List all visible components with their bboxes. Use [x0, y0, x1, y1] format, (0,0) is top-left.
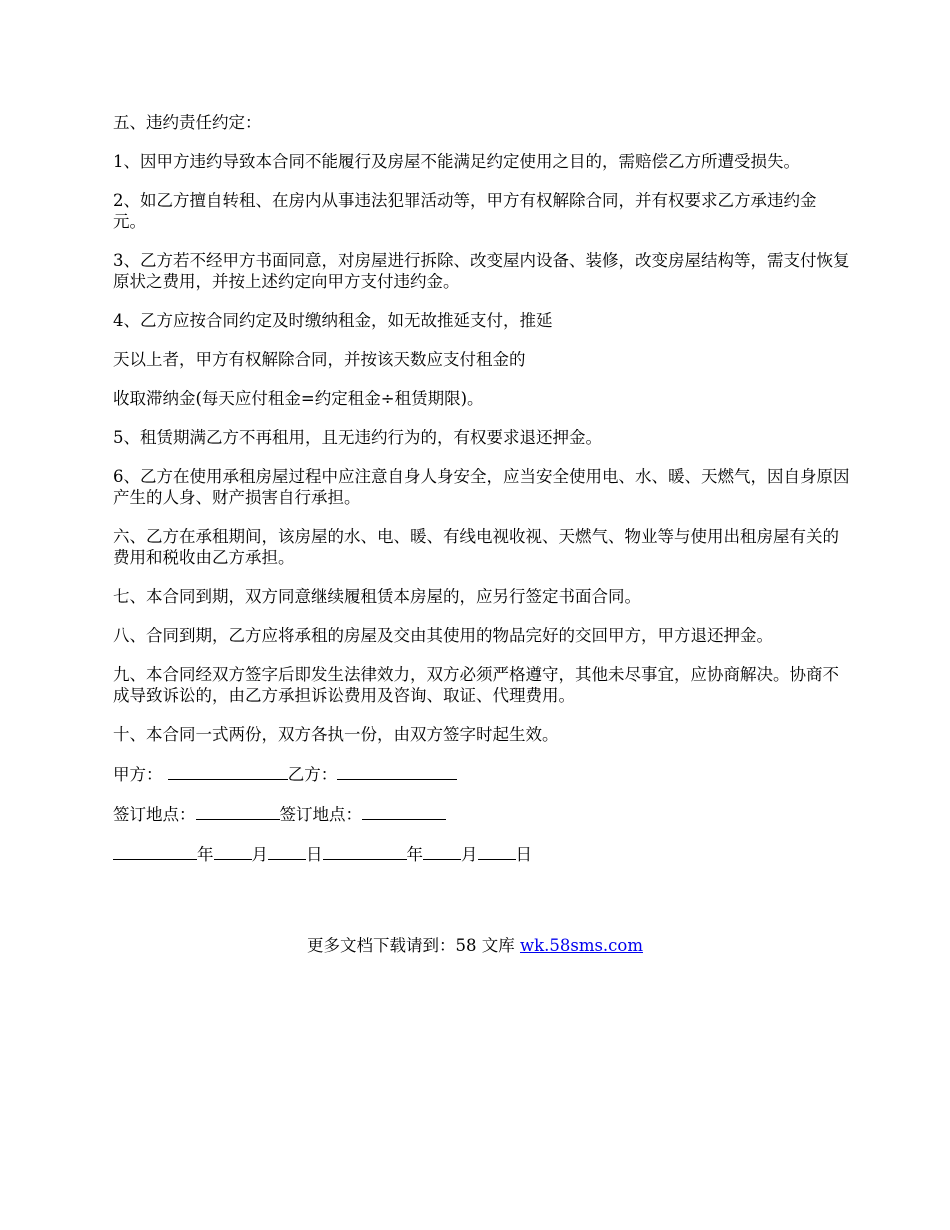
party-a-blank: [168, 764, 288, 780]
party-b-blank: [337, 764, 457, 780]
contract-page: [113, 112, 853, 884]
month-b-label: 月: [461, 845, 478, 864]
day-a-blank: [268, 844, 306, 860]
footer-text: 更多文档下载请到：58 文库: [306, 936, 520, 955]
signature-place-row: [113, 804, 853, 825]
section-seven: 七、本合同到期，双方同意继续履租赁本房屋的，应另行签定书面合同。: [113, 587, 641, 606]
clause-4-line-3: 收取滞纳金(每天应付租金=约定租金÷租赁期限)。: [113, 389, 484, 408]
month-b-blank: [423, 844, 461, 860]
section-ten: 十、本合同一式两份，双方各执一份，由双方签字时起生效。: [113, 725, 559, 744]
place-label-a: 签订地点：: [113, 805, 196, 824]
month-a-label: 月: [251, 845, 268, 864]
year-a-blank: [113, 844, 197, 860]
party-b-label: 乙方：: [287, 765, 338, 784]
day-a-label: 日: [306, 845, 323, 864]
signature-parties-row: [113, 764, 853, 785]
place-label-b: 签订地点：: [279, 805, 362, 824]
month-a-blank: [214, 844, 252, 860]
clause-5: 5、租赁期满乙方不再租用，且无违约行为的，有权要求退还押金。: [113, 428, 602, 447]
party-a-label: 甲方：: [113, 765, 163, 784]
clause-3: 3、乙方若不经甲方书面同意，对房屋进行拆除、改变屋内设备、装修，改变房屋结构等，需支付恢复原状之费用，并按上述约定向甲方支付违约金。: [113, 251, 850, 291]
place-b-blank: [362, 804, 446, 820]
year-a-label: 年: [197, 845, 214, 864]
clause-6: 6、乙方在使用承租房屋过程中应注意自身人身安全，应当安全使用电、水、暖、天燃气，因自身原因产生的人身、财产损害自行承担。: [113, 467, 850, 507]
clause-1: 1、因甲方违约导致本合同不能履行及房屋不能满足约定使用之目的，需赔偿乙方所遭受损失。: [113, 152, 800, 171]
day-b-label: 日: [515, 845, 532, 864]
section-nine: 九、本合同经双方签字后即发生法律效力，双方必须严格遵守，其他未尽事宜，应协商解决。协商不成导致诉讼的，由乙方承担诉讼费用及咨询、取证、代理费用。: [113, 665, 839, 705]
clause-2: 2、如乙方擅自转租、在房内从事违法犯罪活动等，甲方有权解除合同，并有权要求乙方承违约金 元。: [113, 191, 822, 231]
place-a-blank: [196, 804, 280, 820]
section-heading-breach: 五、违约责任约定：: [113, 113, 262, 132]
section-eight: 八、合同到期，乙方应将承租的房屋及交由其使用的物品完好的交回甲方，甲方退还押金。: [113, 626, 773, 645]
clause-4-line-1: 4、乙方应按合同约定及时缴纳租金，如无故推延支付，推延: [113, 311, 553, 330]
signature-date-row: [113, 844, 853, 865]
year-b-blank: [323, 844, 407, 860]
day-b-blank: [478, 844, 516, 860]
section-six: 六、乙方在承租期间，该房屋的水、电、暖、有线电视收视、天燃气、物业等与使用出租房屋有关的费用和税收由乙方承担。: [113, 527, 839, 567]
clause-4-line-2: 天以上者，甲方有权解除合同，并按该天数应支付租金的: [113, 350, 526, 369]
footer-link[interactable]: wk.58sms.com: [519, 936, 643, 955]
download-footer: [0, 935, 950, 956]
year-b-label: 年: [406, 845, 423, 864]
